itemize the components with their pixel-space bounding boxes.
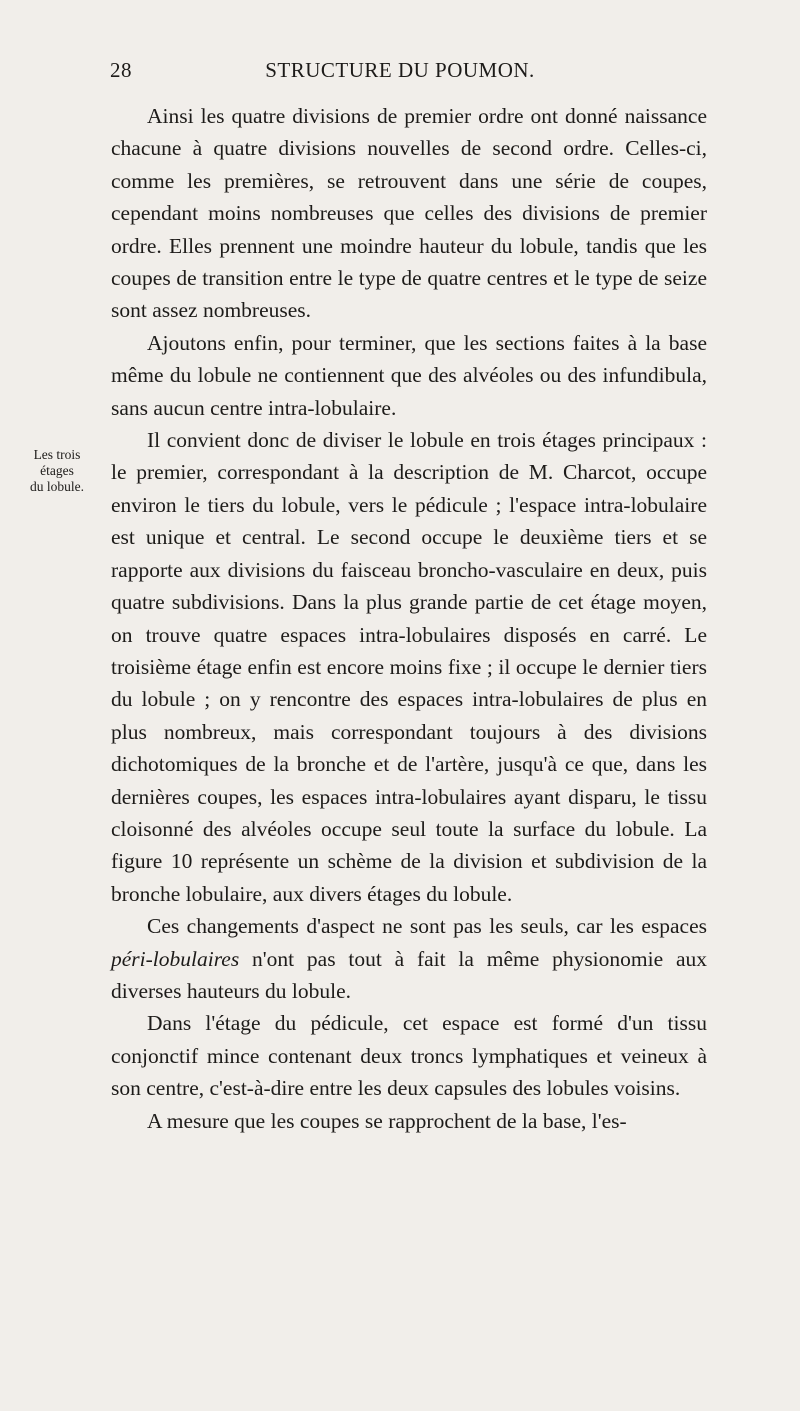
paragraph: Ajoutons enfin, pour terminer, que les sections faites à la base même du lobule ne contiennent que des alvéoles ou des infundibula, sans aucun centre intra-lobulaire. [111, 330, 707, 420]
margin-note-line: étages [40, 463, 74, 478]
paragraph: Ainsi les quatre divisions de premier ordre ont donné naissance chacune à quatre divisions nouvelles de second ordre. Celles-ci, comme les premières, se retrouvent dans une série de coupes, cependant moins nombreuses que celles des divisions de premier ordre. Elles prennent une moindre hauteur du lobule, tandis que les coupes de transition entre le type de quatre centres et le type de seize sont assez nombreuses. [111, 104, 707, 323]
paragraph-text: n'ont pas tout à fait la même physionomie aux diverses hauteurs du lobule. [111, 946, 707, 1003]
page-number: 28 [110, 58, 132, 82]
body-text [111, 100, 707, 1137]
paragraph-text: Ces changements d'aspect ne sont pas les seuls, car les espaces [147, 914, 707, 939]
italic-term: péri-lobulaires [111, 946, 240, 971]
page-header [0, 58, 800, 88]
paragraph: A mesure que les coupes se rapprochent de la base, l'es- [147, 1108, 627, 1133]
margin-note-line: du lobule. [30, 479, 84, 494]
margin-note [16, 447, 98, 495]
running-title: STRUCTURE DU POUMON. [265, 58, 535, 82]
paragraph [111, 910, 707, 1007]
paragraph: Dans l'étage du pédicule, cet espace est formé d'un tissu conjonctif mince contenant deux troncs lymphatiques et veineux à son centre, c'est-à-dire entre les deux capsules des lobules voisins. [111, 1011, 707, 1101]
margin-note-line: Les trois [33, 447, 81, 462]
paragraph: Il convient donc de diviser le lobule en trois étages principaux : le premier, correspondant à la description de M. Charcot, occupe environ le tiers du lobule, vers le pédicule ; l'espace intra-lobulaire est unique et central. Le second occupe le deuxième tiers et se rapporte aux divisions du faisceau broncho-vasculaire en deux, puis quatre subdivisions. Dans la plus grande partie de cet étage moyen, on trouve quatre espaces intra-lobulaires disposés en carré. Le troisième étage enfin est encore moins fixe ; il occupe le dernier tiers du lobule ; on y rencontre des espaces intra-lobulaires de plus en plus nombreux, mais correspondant toujours à des divisions dichotomiques de la bronche et de l'artère, jusqu'à ce que, dans les dernières coupes, les espaces intra-lobulaires ayant disparu, le tissu cloisonné des alvéoles occupe seul toute la surface du lobule. La figure 10 représente un schème de la division et subdivision de la bronche lobulaire, aux divers étages du lobule. [111, 428, 707, 906]
